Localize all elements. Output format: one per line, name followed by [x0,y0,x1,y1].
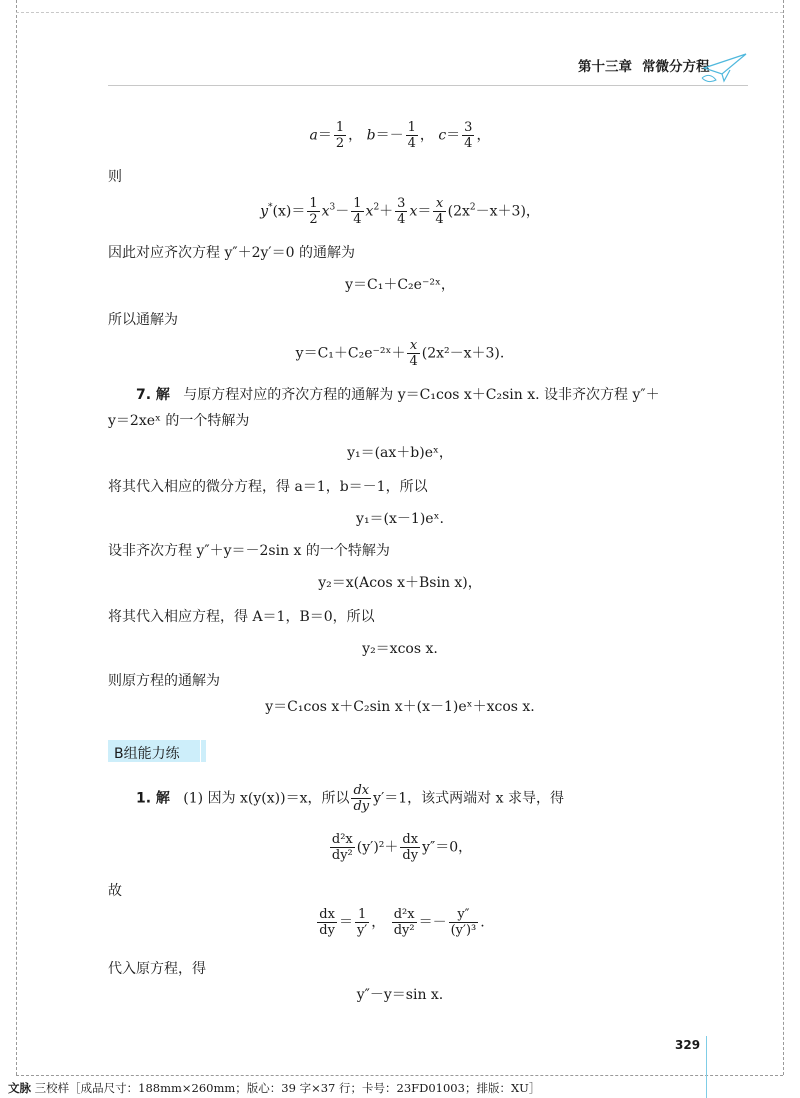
y2-solution: y₂＝xcos x. [362,641,438,657]
footer-info: 三校样［成品尺寸：188mm×260mm；版心：39 字×37 行；卡号：23FD01003；排版：XU］ [34,1081,541,1095]
coefficient-values: a＝ $\frac{1}{2}$ ， b＝－ $\frac{1}{4}$ ， c＝ $\frac{3}{4}$ ， [309,120,491,151]
crop-frame-top [16,12,783,13]
substitute-intro: 代入原方程，得 [108,961,206,977]
fraction-one-quarter: $\frac{1}{4}$ [407,120,416,151]
print-footer [8,1080,540,1096]
chapter-title: 常微分方程 [642,59,710,75]
substitution-1: 将其代入相应的微分方程，得 a＝1，b＝－1，所以 [108,479,428,495]
paper-plane-icon [700,50,750,84]
footer-brand: 文脉 [8,1081,31,1095]
general-solution: y＝C₁＋C₂e⁻²ˣ＋ $\frac{x}{4}$ (2x²－x＋3). [295,338,505,369]
side-rule [706,1036,707,1098]
final-general-solution: y＝C₁cos x＋C₂sin x＋(x－1)eˣ＋xcos x. [265,699,535,715]
homogeneous-solution: y＝C₁＋C₂e⁻²ˣ， [345,277,455,293]
y1-solution: y₁＝(x－1)eˣ. [356,511,444,527]
section-b-label: B组能力练 [114,746,180,762]
homogeneous-intro: 因此对应齐次方程 y″＋2y′＝0 的通解为 [108,245,355,261]
crop-frame-bottom [16,1075,783,1076]
section-b-heading [108,740,206,762]
b1-number: 1. 解 [136,790,170,807]
conclusion-intro: 则原方程的通解为 [108,673,220,689]
intro-2: 设非齐次方程 y″＋y＝－2sin x 的一个特解为 [108,543,390,559]
problem-7-number: 7. 解 [136,387,170,403]
b1-line-1: 1. 解 (1) 因为 x(y(x))＝x，所以 $\frac{dx}{dy}$ y′＝1，该式两端对 x 求导，得 [136,783,564,814]
y2-trial-form: y₂＝x(Acos x＋Bsin x)， [318,575,482,591]
general-intro: 所以通解为 [108,312,178,328]
text-ze: 则 [108,169,122,185]
text-gu: 故 [108,883,122,899]
fraction-one-half: $\frac{1}{2}$ [335,120,345,151]
header-rule [108,85,748,86]
problem-7-line-2: y＝2xeˣ 的一个特解为 [108,413,250,429]
particular-solution-eq: y*(x)＝ $\frac{1}{2}$ $x^3-$ $\frac{1}{4}$ $x^2+$ $\frac{3}{4}$ x＝ $\frac{x}{4}$ $(2x^2-x+3)$， [260,196,540,227]
fraction-three-quarters: $\frac{3}{4}$ [464,120,473,151]
y1-trial-form: y₁＝(ax＋b)eˣ， [347,445,453,461]
problem-7-line-1: 7. 解 与原方程对应的齐次方程的通解为 y＝C₁cos x＋C₂sin x. 设非齐次方程 y″＋ [136,387,660,403]
b1-derivative-eq: $\frac{\text{d²x}}{\text{dy²}}$ (y′)²＋ $\frac{dx}{dy}$ y″＝0， [331,832,473,863]
b1-inverse-derivatives: $\frac{dx}{dy}$ ＝ $\frac{1}{y'}$ ， $\frac{\text{d²x}}{\text{dy²}}$ ＝－ $\frac{y''}{\text{(y′)³}}$ . [319,907,485,938]
chapter-number: 第十三章 [578,59,632,75]
running-header [578,55,710,75]
substitution-2: 将其代入相应方程，得 A＝1，B＝0，所以 [108,609,375,625]
page-number: 329 [675,1038,701,1052]
b1-final-eq: y″－y＝sin x. [356,987,444,1003]
